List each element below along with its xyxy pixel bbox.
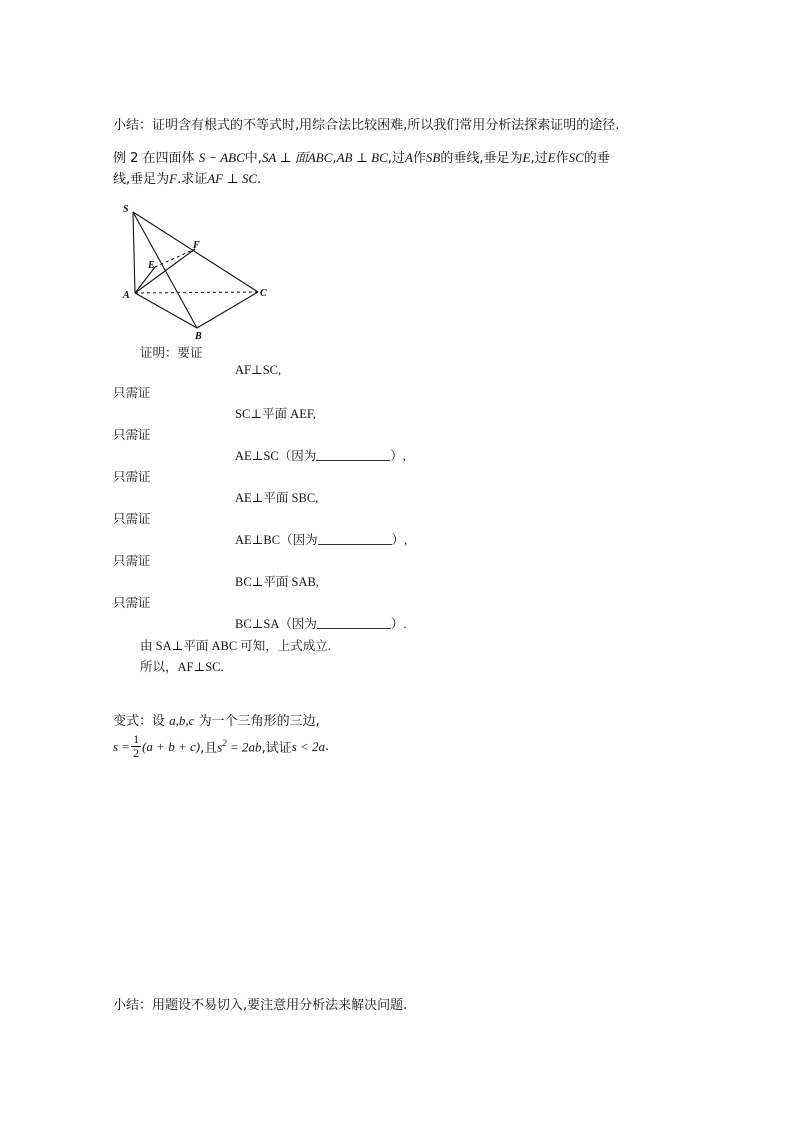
edge-sa [133,212,135,293]
label-e: E [148,260,155,271]
example-2-line-1 [113,147,610,166]
edge-bc [197,292,258,328]
label-c: C [260,288,267,299]
fill-blank[interactable] [316,448,390,461]
fraction-numerator: 1 [133,732,140,746]
triangle-sides: a,b,c [169,713,195,728]
inequality: s < 2a [291,738,326,754]
proof-step-7 [235,614,407,632]
step-end: ）, [390,449,406,463]
exponent: 2 [222,737,227,748]
text: 中, [244,151,262,166]
only-need-label: 只需证 [113,595,151,610]
example-2-line-2 [113,168,261,187]
fraction-denominator: 2 [133,746,140,760]
proof-conclusion-1: 由 SA⊥平面 ABC 可知，上式成立. [140,639,331,653]
text: 的垂 [583,151,610,166]
segment-sc: SC [568,150,584,165]
point-a: A [404,150,413,165]
point-e: E [522,150,531,165]
proof-step-2: SC⊥平面 AEF, [235,407,316,421]
label-b: B [195,331,202,342]
edge-sc [133,212,258,292]
label-a: A [123,290,130,301]
label-s: S [123,204,129,215]
fraction-one-half [131,733,141,760]
only-need-label: 只需证 [113,469,151,484]
step-text: BC⊥SA（因为 [235,617,317,631]
text: , [332,151,337,166]
example-prefix: 例 2 在四面体 [113,151,195,166]
variant-line-1 [113,710,320,729]
proof-step-5 [235,530,407,548]
only-need-label: 只需证 [113,427,151,442]
text: 变式：设 [113,714,166,729]
text: 作 [555,151,569,166]
s-equals: s = [113,738,131,754]
only-need-label: 只需证 [113,511,151,526]
text: 的垂线,垂足为 [440,151,523,166]
text: . [325,739,330,754]
sum-abc: (a + b + c) [142,738,201,754]
edge-sb [133,212,197,328]
step-end: ）, [391,533,408,547]
proof-step-6: BC⊥平面 SAB, [235,575,319,589]
condition-2: AB ⊥ BC [336,150,388,165]
only-need-label: 只需证 [113,385,151,400]
text: . [257,172,262,187]
proof-step-4: AE⊥平面 SBC, [235,491,319,505]
summary-1: 小结：证明含有根式的不等式时,用综合法比较困难,所以我们常用分析法探索证明的途径. [113,118,620,133]
label-f: F [193,240,200,251]
condition-1: SA ⊥ 面ABC [261,150,333,165]
goal: AF ⊥ SC [207,171,258,186]
rhs: = 2ab [226,739,262,755]
text: ,且 [200,741,218,756]
s-squared [217,738,261,755]
proof-intro: 证明：要证 [140,345,203,360]
text: ,试证 [261,741,292,756]
step-text: AE⊥SC（因为 [235,449,317,463]
variant-line-2 [113,733,329,760]
fill-blank[interactable] [318,532,392,545]
text: ,过 [387,151,405,166]
segment-sb: SB [425,150,441,165]
text: 作 [412,151,426,166]
proof-step-1: AF⊥SC, [235,363,282,377]
point-f: F [169,171,178,186]
proof-step-3 [235,446,406,464]
tetrahedron-name: S − ABC [198,150,245,165]
step-end: ）. [390,617,407,631]
text: .求证 [177,172,208,187]
segment-af [135,249,195,293]
edge-ac-hidden [135,292,258,293]
point-e: E [547,150,556,165]
only-need-label: 只需证 [113,553,151,568]
summary-2: 小结：用题设不易切入,要注意用分析法来解决问题. [113,998,408,1013]
tetrahedron-figure [115,200,285,345]
s-var: s [217,739,223,755]
step-text: AE⊥BC（因为 [235,533,318,547]
fill-blank[interactable] [317,616,391,629]
proof-conclusion-2: 所以，AF⊥SC. [140,660,224,674]
text: 线,垂足为 [113,172,170,187]
text: 为一个三角形的三边, [198,714,320,729]
text: ,过 [530,151,548,166]
